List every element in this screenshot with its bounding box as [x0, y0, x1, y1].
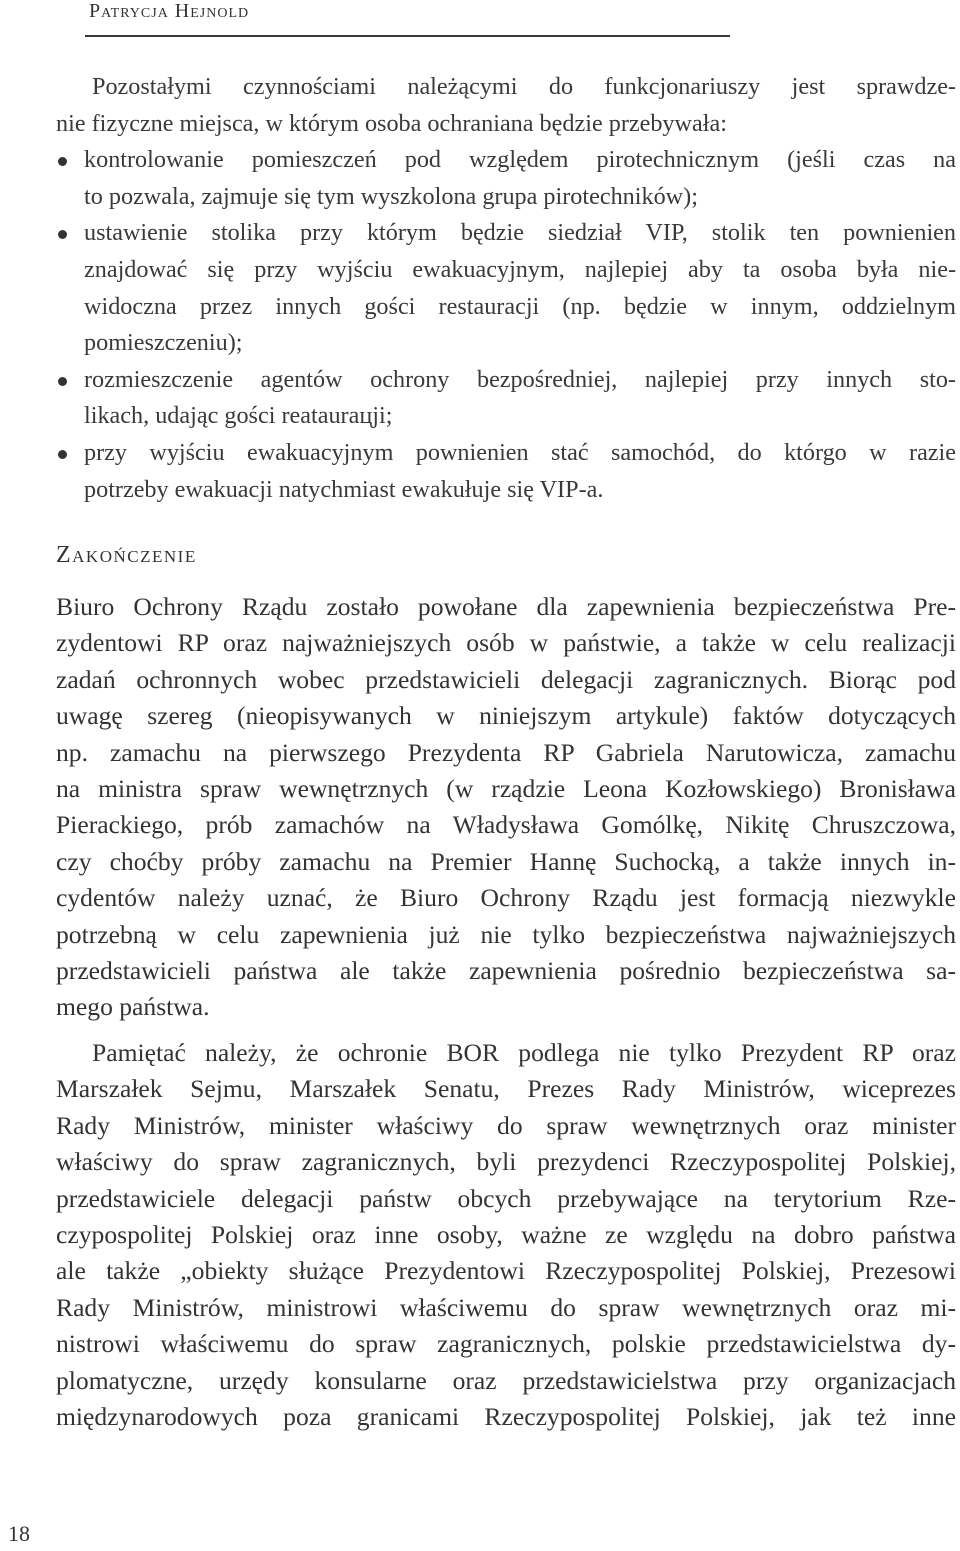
conclusion-paragraph-2: [56, 1035, 956, 1435]
paragraph-line: Rady Ministrów, minister właściwy do spraw wewnętrznych oraz minister: [56, 1110, 956, 1140]
bullet-icon: [58, 450, 67, 459]
bullet-item-car: [56, 435, 956, 472]
bullet-text: kontrolowanie pomieszczeń pod względem pirotechnicznym (jeśli czas na: [84, 146, 956, 174]
paragraph-line: zadań ochronnych wobec przedstawicieli delegacji zagranicznych. Biorąc pod: [56, 664, 956, 694]
bullet-continuation: pomieszczeniu);: [84, 329, 243, 357]
bullet-text: ustawienie stolika przy którym będzie siedział VIP, stolik ten pownienien: [84, 219, 956, 247]
bullet-continuation: likach, udając gości reataurацji;: [84, 402, 393, 430]
paragraph-line: Marszałek Sejmu, Marszałek Senatu, Prezes Rady Ministrów, wiceprezes: [56, 1074, 956, 1104]
paragraph-line: Pierackiego, prób zamachów na Władysława Gomólkę, Nikitę Chruszczowa,: [56, 810, 956, 840]
paragraph-line: Pamiętać należy, że ochronie BOR podlega nie tylko Prezydent RP oraz: [92, 1038, 956, 1067]
paragraph-line: potrzebną w celu zapewnienia już nie tylko bezpieczeństwa najważniejszych: [56, 919, 956, 949]
conclusion-paragraph-1: [56, 589, 956, 1026]
paragraph-line: na ministra spraw wewnętrznych (w rządzie Leona Kozłowskiego) Bronisława: [56, 773, 956, 803]
bullet-text: przy wyjściu ewakuacyjnym pownienien stać samochód, do którgo w razie: [84, 438, 956, 466]
paragraph-line: np. zamachu na pierwszego Prezydenta RP Gabriela Narutowicza, zamachu: [56, 737, 956, 767]
paragraph-line: czy choćby próby zamachu na Premier Hannę Suchocką, a także innych in-: [56, 846, 956, 876]
bullet-continuation: widoczna przez innych gości restauracji (np. będzie w innym, oddzielnym: [84, 292, 956, 320]
bullet-continuation: to pozwala, zajmuje się tym wyszkolona grupa pirotechników);: [84, 182, 698, 210]
paragraph-line: plomatyczne, urzędy konsularne oraz przedstawicielstwa przy organizacjach: [56, 1365, 956, 1395]
section-title: Zakończenie: [56, 542, 197, 568]
bullet-continuation: znajdować się przy wyjściu ewakuacyjnym, najlepiej aby ta osoba była nie-: [84, 255, 956, 283]
bullet-continuation: potrzeby ewakuacji natychmiast ewakułuje się VIP-a.: [84, 475, 604, 503]
bullet-icon: [58, 157, 67, 166]
paragraph-line: nistrowi właściwemu do spraw zagranicznych, polskie przedstawicielstwa dy-: [56, 1329, 956, 1359]
paragraph-line: cydentów należy uznać, że Biuro Ochrony Rządu jest formacją niezwykle: [56, 883, 956, 913]
paragraph-line: Rady Ministrów, ministrowi właściwemu do spraw wewnętrznych oraz mi-: [56, 1292, 956, 1322]
paragraph-line: przedstawiciele delegacji państw obcych przebywające na terytorium Rze-: [56, 1183, 956, 1213]
bullet-icon: [58, 377, 67, 386]
paragraph-line: Biuro Ochrony Rządu zostało powołane dla zapewnienia bezpieczeństwa Pre-: [56, 592, 956, 621]
bullet-text: rozmieszczenie agentów ochrony bezpośredniej, najlepiej przy innych sto-: [84, 365, 956, 393]
running-head: Patrycja Hejnold: [89, 0, 250, 22]
bullet-icon: [58, 230, 67, 239]
header-rule: [85, 35, 730, 37]
bullet-item-table: [56, 215, 956, 252]
page-number: 18: [8, 1521, 30, 1546]
paragraph-line: właściwy do spraw zagranicznych, byli prezydenci Rzeczypospolitej Polskiej,: [56, 1147, 956, 1177]
paragraph-line: przedstawicieli państwa ale także zapewnienia pośrednio bezpieczeństwa sa-: [56, 955, 956, 985]
paragraph-line: mego państwa.: [56, 992, 210, 1022]
bullet-item-agents: [56, 362, 956, 399]
bullet-item-pyrotechnic: [56, 142, 956, 179]
intro-block: [56, 69, 956, 508]
paragraph-line: międzynarodowych poza granicami Rzeczypospolitej Polskiej, jak też inne: [56, 1401, 956, 1431]
paragraph-line: uwagę szereg (nieopisywanych w niniejszym artykule) faktów dotyczących: [56, 701, 956, 731]
intro-line: Pozostałymi czynnościami należącymi do funkcjonariuszy jest sprawdze-: [92, 73, 956, 100]
paragraph-line: zydentowi RP oraz najważniejszych osób w państwie, a także w celu realizacji: [56, 628, 956, 658]
intro-line: nie fizyczne miejsca, w którym osoba ochraniana będzie przebywała:: [56, 109, 727, 137]
paragraph-line: czypospolitej Polskiej oraz inne osoby, ważne ze względu na dobro państwa: [56, 1219, 956, 1249]
paragraph-line: ale także „obiekty służące Prezydentowi Rzeczypospolitej Polskiej, Prezesowi: [56, 1256, 956, 1286]
